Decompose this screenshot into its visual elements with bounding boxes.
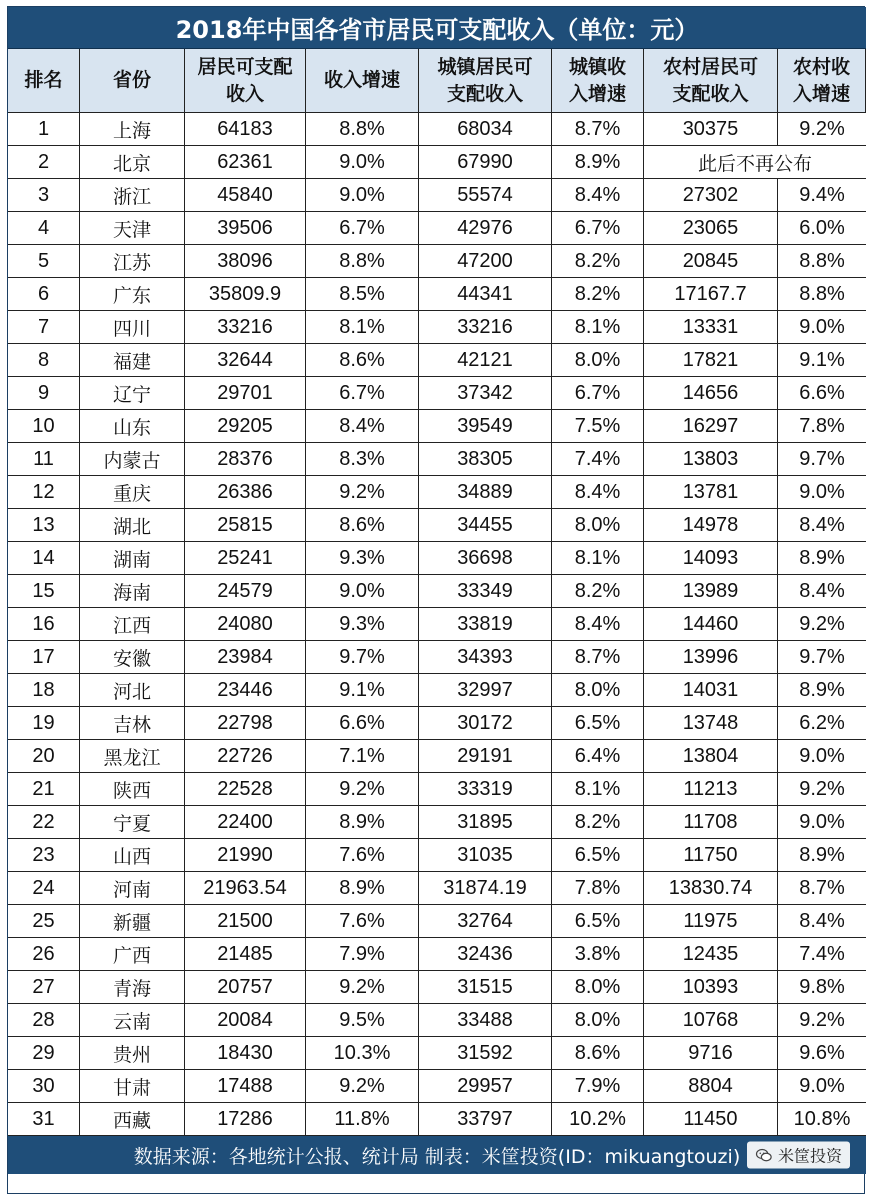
cell-rural-growth: 9.0%	[778, 740, 866, 773]
cell-disposable-income: 29701	[185, 377, 306, 410]
header-income-growth: 收入增速	[306, 49, 419, 113]
cell-rank: 21	[8, 773, 80, 806]
cell-income-growth: 9.3%	[306, 608, 419, 641]
cell-province: 北京	[80, 146, 185, 179]
cell-rural-income: 11450	[644, 1103, 778, 1136]
cell-rural-income: 27302	[644, 179, 778, 212]
cell-urban-growth: 7.4%	[552, 443, 644, 476]
cell-urban-growth: 6.7%	[552, 212, 644, 245]
cell-province: 吉林	[80, 707, 185, 740]
cell-province: 宁夏	[80, 806, 185, 839]
cell-rural-growth: 6.6%	[778, 377, 866, 410]
cell-rural-growth: 8.9%	[778, 542, 866, 575]
cell-income-growth: 8.9%	[306, 872, 419, 905]
cell-rank: 14	[8, 542, 80, 575]
cell-rural-unpublished: 此后不再公布	[644, 146, 866, 179]
header-province: 省份	[80, 49, 185, 113]
cell-urban-income: 31592	[419, 1037, 552, 1070]
cell-rank: 28	[8, 1004, 80, 1037]
cell-income-growth: 8.9%	[306, 806, 419, 839]
cell-rural-growth: 9.0%	[778, 476, 866, 509]
cell-urban-growth: 6.4%	[552, 740, 644, 773]
cell-income-growth: 7.9%	[306, 938, 419, 971]
cell-province: 西藏	[80, 1103, 185, 1136]
cell-province: 陕西	[80, 773, 185, 806]
cell-urban-growth: 8.2%	[552, 245, 644, 278]
cell-rural-growth: 9.1%	[778, 344, 866, 377]
cell-province: 广东	[80, 278, 185, 311]
cell-province: 辽宁	[80, 377, 185, 410]
cell-province: 湖南	[80, 542, 185, 575]
cell-urban-growth: 8.0%	[552, 674, 644, 707]
cell-urban-income: 42976	[419, 212, 552, 245]
cell-urban-income: 33319	[419, 773, 552, 806]
cell-disposable-income: 20757	[185, 971, 306, 1004]
cell-urban-growth: 8.0%	[552, 344, 644, 377]
cell-rural-growth: 8.7%	[778, 872, 866, 905]
cell-income-growth: 9.0%	[306, 575, 419, 608]
cell-province: 云南	[80, 1004, 185, 1037]
cell-urban-income: 33819	[419, 608, 552, 641]
cell-income-growth: 9.5%	[306, 1004, 419, 1037]
cell-disposable-income: 23446	[185, 674, 306, 707]
cell-rank: 3	[8, 179, 80, 212]
cell-disposable-income: 28376	[185, 443, 306, 476]
cell-rural-income: 13996	[644, 641, 778, 674]
cell-income-growth: 6.6%	[306, 707, 419, 740]
cell-province: 甘肃	[80, 1070, 185, 1103]
account-name: 米筐投资	[777, 1146, 842, 1166]
cell-urban-growth: 8.4%	[552, 179, 644, 212]
cell-urban-income: 31035	[419, 839, 552, 872]
cell-urban-growth: 8.4%	[552, 608, 644, 641]
cell-urban-growth: 3.8%	[552, 938, 644, 971]
cell-income-growth: 8.4%	[306, 410, 419, 443]
cell-rural-income: 13781	[644, 476, 778, 509]
cell-rank: 29	[8, 1037, 80, 1070]
cell-rural-growth: 6.0%	[778, 212, 866, 245]
cell-income-growth: 8.6%	[306, 509, 419, 542]
cell-rural-growth: 9.2%	[778, 773, 866, 806]
cell-urban-growth: 10.2%	[552, 1103, 644, 1136]
cell-rural-growth: 9.7%	[778, 443, 866, 476]
cell-urban-income: 34455	[419, 509, 552, 542]
cell-urban-income: 29191	[419, 740, 552, 773]
cell-income-growth: 6.7%	[306, 212, 419, 245]
cell-disposable-income: 24579	[185, 575, 306, 608]
cell-urban-income: 32764	[419, 905, 552, 938]
cell-rural-growth: 9.0%	[778, 1070, 866, 1103]
cell-province: 江西	[80, 608, 185, 641]
cell-rank: 19	[8, 707, 80, 740]
cell-province: 江苏	[80, 245, 185, 278]
cell-rural-growth: 9.0%	[778, 806, 866, 839]
cell-income-growth: 8.6%	[306, 344, 419, 377]
cell-urban-growth: 7.5%	[552, 410, 644, 443]
header-rural-growth: 农村收 入增速	[778, 49, 866, 113]
cell-rank: 7	[8, 311, 80, 344]
cell-province: 黑龙江	[80, 740, 185, 773]
cell-rank: 17	[8, 641, 80, 674]
cell-urban-growth: 8.6%	[552, 1037, 644, 1070]
cell-urban-growth: 6.5%	[552, 707, 644, 740]
cell-rural-growth: 7.4%	[778, 938, 866, 971]
cell-urban-income: 47200	[419, 245, 552, 278]
cell-rank: 16	[8, 608, 80, 641]
cell-disposable-income: 21963.54	[185, 872, 306, 905]
cell-rural-growth: 8.4%	[778, 509, 866, 542]
cell-rural-income: 13331	[644, 311, 778, 344]
cell-urban-growth: 8.4%	[552, 476, 644, 509]
cell-rank: 10	[8, 410, 80, 443]
cell-urban-income: 33349	[419, 575, 552, 608]
cell-urban-income: 33797	[419, 1103, 552, 1136]
cell-urban-income: 34889	[419, 476, 552, 509]
cell-disposable-income: 39506	[185, 212, 306, 245]
cell-rank: 9	[8, 377, 80, 410]
header-rank: 排名	[8, 49, 80, 113]
cell-province: 四川	[80, 311, 185, 344]
cell-rural-growth: 8.9%	[778, 839, 866, 872]
cell-rural-income: 20845	[644, 245, 778, 278]
cell-rank: 15	[8, 575, 80, 608]
cell-urban-income: 32997	[419, 674, 552, 707]
cell-income-growth: 9.2%	[306, 1070, 419, 1103]
cell-urban-growth: 6.5%	[552, 905, 644, 938]
cell-rural-income: 9716	[644, 1037, 778, 1070]
cell-province: 青海	[80, 971, 185, 1004]
cell-urban-income: 30172	[419, 707, 552, 740]
cell-disposable-income: 62361	[185, 146, 306, 179]
cell-rural-income: 11213	[644, 773, 778, 806]
cell-rural-income: 14656	[644, 377, 778, 410]
header-urban-income: 城镇居民可 支配收入	[419, 49, 552, 113]
cell-disposable-income: 17286	[185, 1103, 306, 1136]
cell-rural-income: 13989	[644, 575, 778, 608]
cell-province: 河南	[80, 872, 185, 905]
cell-rural-growth: 8.4%	[778, 575, 866, 608]
cell-rural-growth: 9.8%	[778, 971, 866, 1004]
cell-income-growth: 8.3%	[306, 443, 419, 476]
cell-rank: 6	[8, 278, 80, 311]
cell-urban-growth: 8.9%	[552, 146, 644, 179]
cell-province: 福建	[80, 344, 185, 377]
table-title: 2018年中国各省市居民可支配收入（单位：元）	[8, 7, 866, 49]
cell-rural-growth: 9.2%	[778, 113, 866, 146]
cell-urban-growth: 8.2%	[552, 575, 644, 608]
cell-rural-income: 14978	[644, 509, 778, 542]
cell-disposable-income: 26386	[185, 476, 306, 509]
cell-rural-income: 12435	[644, 938, 778, 971]
cell-disposable-income: 17488	[185, 1070, 306, 1103]
cell-income-growth: 6.7%	[306, 377, 419, 410]
cell-disposable-income: 21485	[185, 938, 306, 971]
cell-income-growth: 7.6%	[306, 905, 419, 938]
cell-urban-growth: 8.2%	[552, 806, 644, 839]
cell-income-growth: 7.6%	[306, 839, 419, 872]
cell-disposable-income: 22798	[185, 707, 306, 740]
cell-urban-income: 38305	[419, 443, 552, 476]
cell-rank: 26	[8, 938, 80, 971]
cell-rural-growth: 6.2%	[778, 707, 866, 740]
cell-urban-income: 36698	[419, 542, 552, 575]
cell-rural-growth: 8.8%	[778, 278, 866, 311]
cell-rank: 18	[8, 674, 80, 707]
cell-disposable-income: 23984	[185, 641, 306, 674]
cell-province: 湖北	[80, 509, 185, 542]
cell-rural-income: 14460	[644, 608, 778, 641]
cell-disposable-income: 18430	[185, 1037, 306, 1070]
cell-rural-growth: 9.2%	[778, 1004, 866, 1037]
cell-rural-growth: 8.9%	[778, 674, 866, 707]
cell-rural-growth: 8.8%	[778, 245, 866, 278]
cell-income-growth: 10.3%	[306, 1037, 419, 1070]
cell-rank: 30	[8, 1070, 80, 1103]
cell-disposable-income: 32644	[185, 344, 306, 377]
cell-income-growth: 9.3%	[306, 542, 419, 575]
cell-rural-income: 10393	[644, 971, 778, 1004]
cell-urban-income: 42121	[419, 344, 552, 377]
cell-rank: 4	[8, 212, 80, 245]
cell-urban-income: 37342	[419, 377, 552, 410]
cell-urban-income: 33216	[419, 311, 552, 344]
cell-urban-growth: 7.9%	[552, 1070, 644, 1103]
cell-rank: 23	[8, 839, 80, 872]
cell-disposable-income: 22726	[185, 740, 306, 773]
cell-disposable-income: 25241	[185, 542, 306, 575]
cell-province: 天津	[80, 212, 185, 245]
cell-rural-growth: 9.7%	[778, 641, 866, 674]
cell-income-growth: 9.7%	[306, 641, 419, 674]
cell-urban-growth: 6.7%	[552, 377, 644, 410]
cell-rural-income: 10768	[644, 1004, 778, 1037]
cell-income-growth: 8.5%	[306, 278, 419, 311]
cell-province: 内蒙古	[80, 443, 185, 476]
cell-urban-income: 31895	[419, 806, 552, 839]
source-note: 数据来源：各地统计公报、统计局 制表：米筐投资(ID：mikuangtouzi)	[133, 1145, 741, 1168]
cell-rural-growth: 8.4%	[778, 905, 866, 938]
cell-disposable-income: 21500	[185, 905, 306, 938]
cell-rank: 5	[8, 245, 80, 278]
cell-income-growth: 9.1%	[306, 674, 419, 707]
cell-disposable-income: 29205	[185, 410, 306, 443]
cell-rural-income: 17167.7	[644, 278, 778, 311]
cell-disposable-income: 25815	[185, 509, 306, 542]
cell-province: 新疆	[80, 905, 185, 938]
cell-disposable-income: 35809.9	[185, 278, 306, 311]
cell-urban-growth: 8.1%	[552, 311, 644, 344]
cell-rank: 27	[8, 971, 80, 1004]
cell-rural-income: 23065	[644, 212, 778, 245]
cell-urban-income: 34393	[419, 641, 552, 674]
cell-disposable-income: 24080	[185, 608, 306, 641]
cell-disposable-income: 38096	[185, 245, 306, 278]
cell-rank: 1	[8, 113, 80, 146]
cell-rank: 8	[8, 344, 80, 377]
cell-income-growth: 7.1%	[306, 740, 419, 773]
cell-province: 重庆	[80, 476, 185, 509]
cell-urban-growth: 8.0%	[552, 509, 644, 542]
cell-province: 河北	[80, 674, 185, 707]
cell-income-growth: 9.2%	[306, 971, 419, 1004]
cell-disposable-income: 22528	[185, 773, 306, 806]
footer-bar	[8, 1136, 866, 1174]
cell-urban-income: 29957	[419, 1070, 552, 1103]
header-urban-growth: 城镇收 入增速	[552, 49, 644, 113]
cell-rural-income: 30375	[644, 113, 778, 146]
header-rural-income: 农村居民可 支配收入	[644, 49, 778, 113]
cell-province: 浙江	[80, 179, 185, 212]
cell-income-growth: 9.2%	[306, 476, 419, 509]
cell-disposable-income: 33216	[185, 311, 306, 344]
cell-urban-income: 31515	[419, 971, 552, 1004]
cell-urban-income: 32436	[419, 938, 552, 971]
cell-urban-growth: 8.1%	[552, 542, 644, 575]
cell-urban-growth: 8.1%	[552, 773, 644, 806]
cell-rural-growth: 7.8%	[778, 410, 866, 443]
cell-province: 广西	[80, 938, 185, 971]
cell-urban-income: 67990	[419, 146, 552, 179]
cell-urban-income: 31874.19	[419, 872, 552, 905]
cell-income-growth: 11.8%	[306, 1103, 419, 1136]
cell-rural-income: 13804	[644, 740, 778, 773]
cell-urban-growth: 6.5%	[552, 839, 644, 872]
cell-urban-income: 55574	[419, 179, 552, 212]
cell-urban-growth: 8.0%	[552, 1004, 644, 1037]
cell-rural-income: 17821	[644, 344, 778, 377]
cell-province: 上海	[80, 113, 185, 146]
cell-rural-income: 14093	[644, 542, 778, 575]
income-table	[7, 6, 865, 1194]
cell-rank: 13	[8, 509, 80, 542]
cell-income-growth: 8.8%	[306, 245, 419, 278]
cell-urban-income: 68034	[419, 113, 552, 146]
cell-disposable-income: 21990	[185, 839, 306, 872]
cell-income-growth: 9.0%	[306, 179, 419, 212]
cell-rural-growth: 9.4%	[778, 179, 866, 212]
cell-urban-income: 39549	[419, 410, 552, 443]
cell-income-growth: 8.8%	[306, 113, 419, 146]
cell-income-growth: 9.0%	[306, 146, 419, 179]
cell-province: 海南	[80, 575, 185, 608]
cell-rank: 24	[8, 872, 80, 905]
cell-rural-income: 13748	[644, 707, 778, 740]
cell-rank: 20	[8, 740, 80, 773]
cell-rank: 31	[8, 1103, 80, 1136]
cell-disposable-income: 22400	[185, 806, 306, 839]
cell-province: 山东	[80, 410, 185, 443]
cell-rank: 2	[8, 146, 80, 179]
cell-urban-growth: 8.7%	[552, 641, 644, 674]
cell-rural-income: 11708	[644, 806, 778, 839]
cell-urban-growth: 8.7%	[552, 113, 644, 146]
cell-rural-income: 13830.74	[644, 872, 778, 905]
cell-province: 山西	[80, 839, 185, 872]
cell-urban-income: 33488	[419, 1004, 552, 1037]
cell-province: 贵州	[80, 1037, 185, 1070]
cell-rural-income: 8804	[644, 1070, 778, 1103]
cell-rural-growth: 9.2%	[778, 608, 866, 641]
cell-urban-growth: 7.8%	[552, 872, 644, 905]
cell-rural-income: 16297	[644, 410, 778, 443]
cell-urban-income: 44341	[419, 278, 552, 311]
cell-disposable-income: 64183	[185, 113, 306, 146]
cell-rural-growth: 9.0%	[778, 311, 866, 344]
cell-rural-income: 14031	[644, 674, 778, 707]
cell-income-growth: 9.2%	[306, 773, 419, 806]
cell-rural-income: 13803	[644, 443, 778, 476]
cell-disposable-income: 20084	[185, 1004, 306, 1037]
cell-rank: 11	[8, 443, 80, 476]
cell-rank: 25	[8, 905, 80, 938]
cell-rank: 22	[8, 806, 80, 839]
cell-province: 安徽	[80, 641, 185, 674]
cell-rural-growth: 10.8%	[778, 1103, 866, 1136]
cell-rural-growth: 9.6%	[778, 1037, 866, 1070]
cell-rank: 12	[8, 476, 80, 509]
cell-urban-growth: 8.2%	[552, 278, 644, 311]
wechat-icon	[755, 1146, 773, 1164]
account-badge	[747, 1142, 850, 1169]
cell-income-growth: 8.1%	[306, 311, 419, 344]
header-disposable-income: 居民可支配 收入	[185, 49, 306, 113]
cell-disposable-income: 45840	[185, 179, 306, 212]
cell-urban-growth: 8.0%	[552, 971, 644, 1004]
cell-rural-income: 11975	[644, 905, 778, 938]
cell-rural-income: 11750	[644, 839, 778, 872]
